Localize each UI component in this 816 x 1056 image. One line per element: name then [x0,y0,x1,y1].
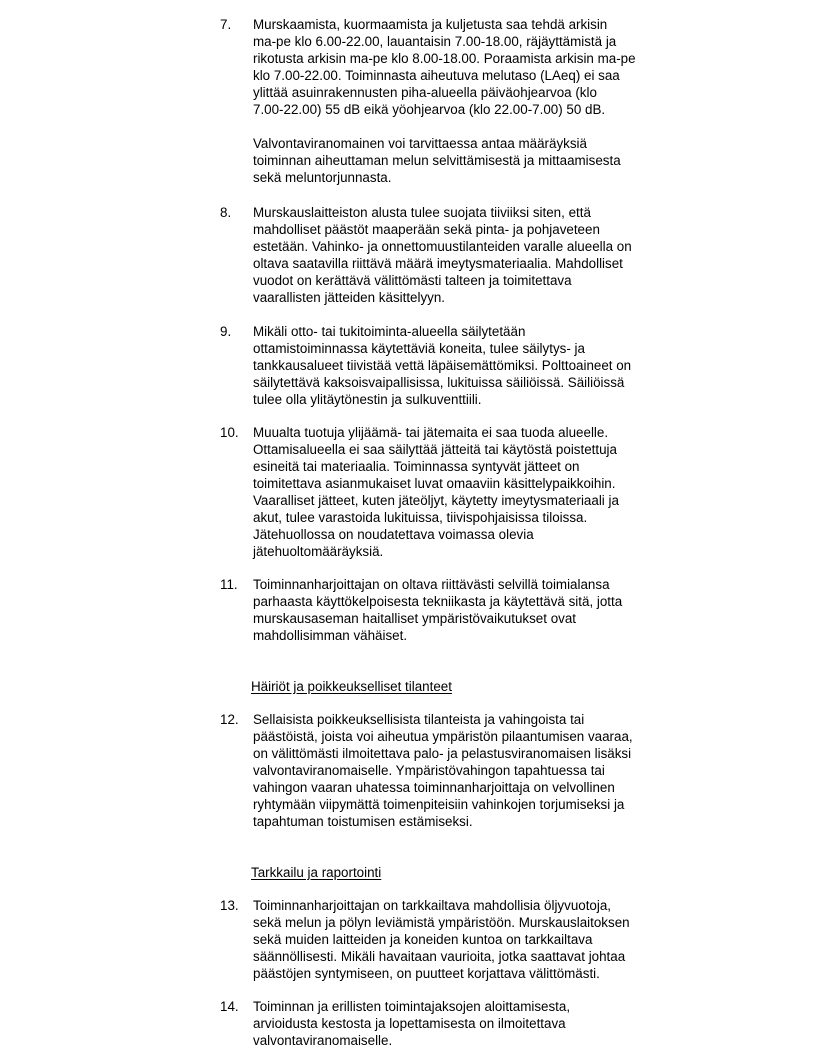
item-number: 7. [220,17,232,32]
item-number: 11. [220,577,238,592]
paragraph [253,424,680,560]
numbered-item [220,711,680,830]
item-number: 9. [220,324,232,339]
numbered-item [220,323,680,408]
numbered-item [220,204,680,306]
text-line: päästöistä, joista voi aiheutua ympäristön pilaantumisen vaaraa, [253,729,633,744]
numbered-item [220,424,680,560]
numbered-item [220,16,680,186]
item-number: 10. [220,425,239,440]
item-text [253,204,680,306]
text-line: jätehuoltomääräyksiä. [253,544,384,559]
paragraph [253,711,680,830]
section-heading: Häiriöt ja poikkeukselliset tilanteet [251,679,452,694]
text-line: vuodot on kerättävä välittömästi talteen ja toimitettava [253,273,572,288]
text-line: oltava saatavilla riittävä määrä imeytysmateriaalia. Mahdolliset [253,256,623,271]
text-line: ylittää asuinrakennusten piha-alueella päiväohjearvoa (klo [253,85,597,100]
text-line: valvontaviranomaiselle. Ympäristövahingon tapahtuessa tai [253,763,605,778]
item-text [253,576,680,644]
paragraph [253,323,680,408]
paragraph [253,897,680,982]
text-line: ottamistoiminnassa käytettäviä koneita, tulee säilytys- ja [253,341,585,356]
numbered-item [220,998,680,1049]
text-line: sekä meluntorjunnasta. [253,170,392,185]
text-line: toimitettava asianmukaiset luvat omaaviin käsittelypaikkoihin. [253,476,616,491]
item-number: 8. [220,205,232,220]
item-number: 13. [220,898,239,913]
text-line: Murskaamista, kuormaamista ja kuljetusta saa tehdä arkisin [253,17,608,32]
item-number: 12. [220,712,239,727]
text-line: Toiminnan ja erillisten toimintajaksojen aloittamisesta, [253,999,571,1014]
item-text [253,16,680,186]
text-line: 7.00-22.00) 55 dB eikä yöohjearvoa (klo 22.00-7.00) 50 dB. [253,102,606,117]
paragraph [253,135,680,186]
text-line: Muualta tuotuja ylijäämä- tai jätemaita ei saa tuoda alueelle. [253,425,609,440]
text-line: säännöllisesti. Mikäli havaitaan vaurioita, jotka saattavat johtaa [253,949,626,964]
item-text [253,424,680,560]
text-line: päästöjen syntymiseen, on puutteet korjattava välittömästi. [253,966,600,981]
text-line: ma-pe klo 6.00-22.00, lauantaisin 7.00-18.00, räjäyttämistä ja [253,34,617,49]
text-line: Murskauslaitteiston alusta tulee suojata tiiviiksi siten, että [253,205,591,220]
text-line: Valvontaviranomainen voi tarvittaessa antaa määräyksiä [253,136,587,151]
paragraph [253,576,680,644]
text-line: arvioidusta kestosta ja lopettamisesta on ilmoitettava [253,1016,566,1031]
item-text [253,323,680,408]
text-line: Ottamisalueella ei saa säilyttää jätteitä tai käytöstä poistettuja [253,442,617,457]
text-line: vahingon vaaran uhatessa toiminnanharjoittaja on velvollinen [253,780,615,795]
text-line: Sellaisista poikkeuksellisista tilanteista ja vahingoista tai [253,712,585,727]
text-line: rikotusta arkisin ma-pe klo 8.00-18.00. Poraamista arkisin ma-pe [253,51,636,66]
text-line: mahdolliset päästöt maaperään sekä pinta- ja pohjaveteen [253,222,600,237]
text-line: mahdollisimman vähäiset. [253,628,408,643]
text-line: akut, tulee varastoida lukituissa, tiivispohjaisissa tiloissa. [253,510,588,525]
paragraph [253,16,680,118]
text-line: Jätehuollossa on noudatettava voimassa olevia [253,527,534,542]
text-line: vaarallisten jätteiden käsittelyyn. [253,290,446,305]
text-line: murskausaseman haitalliset ympäristövaikutukset ovat [253,611,577,626]
text-line: Toiminnanharjoittajan on oltava riittävästi selvillä toimialansa [253,577,610,592]
text-line: Toiminnanharjoittajan on tarkkailtava mahdollisia öljyvuotoja, [253,898,612,913]
text-line: Vaaralliset jätteet, kuten jäteöljyt, käytetty imeytysmateriaali ja [253,493,619,508]
text-line: parhaasta käyttökelpoisesta tekniikasta ja käytettävä sitä, jotta [253,594,623,609]
text-line: sekä melun ja pölyn leviämistä ympäristöön. Murskauslaitoksen [253,915,630,930]
item-text [253,998,680,1049]
item-number: 14. [220,999,239,1014]
item-text [253,711,680,830]
section-heading: Tarkkailu ja raportointi [251,865,382,880]
text-line: ryhtymään viipymättä toimenpiteisiin vahinkojen torjumiseksi ja [253,797,625,812]
paragraph [253,998,680,1049]
numbered-item [220,897,680,982]
text-line: toiminnan aiheuttaman melun selvittämisestä ja mittaamisesta [253,153,621,168]
text-line: säilytettävä kaksoisvaipallisissa, lukituissa säiliöissä. Säiliöissä [253,375,625,390]
text-line: estetään. Vahinko- ja onnettomuustilanteiden varalle alueella on [253,239,632,254]
text-line: klo 7.00-22.00. Toiminnasta aiheutuva melutaso (LAeq) ei saa [253,68,620,83]
text-line: esineitä tai materiaalia. Toiminnassa syntyvät jätteet on [253,459,580,474]
text-line: tankkausalueet tiivistää vettä läpäisemättömiksi. Polttoaineet on [253,358,632,373]
text-line: valvontaviranomaiselle. [253,1033,393,1048]
text-line: tapahtuman toistumisen estämiseksi. [253,814,473,829]
text-line: sekä muiden laitteiden ja koneiden kuntoa on tarkkailtava [253,932,593,947]
text-line: tulee olla ylitäytönestin ja sulkuventtiili. [253,392,482,407]
paragraph [253,204,680,306]
numbered-item [220,576,680,644]
text-line: on välittömästi ilmoitettava palo- ja pelastusviranomaisen lisäksi [253,746,632,761]
item-text [253,897,680,982]
text-line: Mikäli otto- tai tukitoiminta-alueella säilytetään [253,324,526,339]
